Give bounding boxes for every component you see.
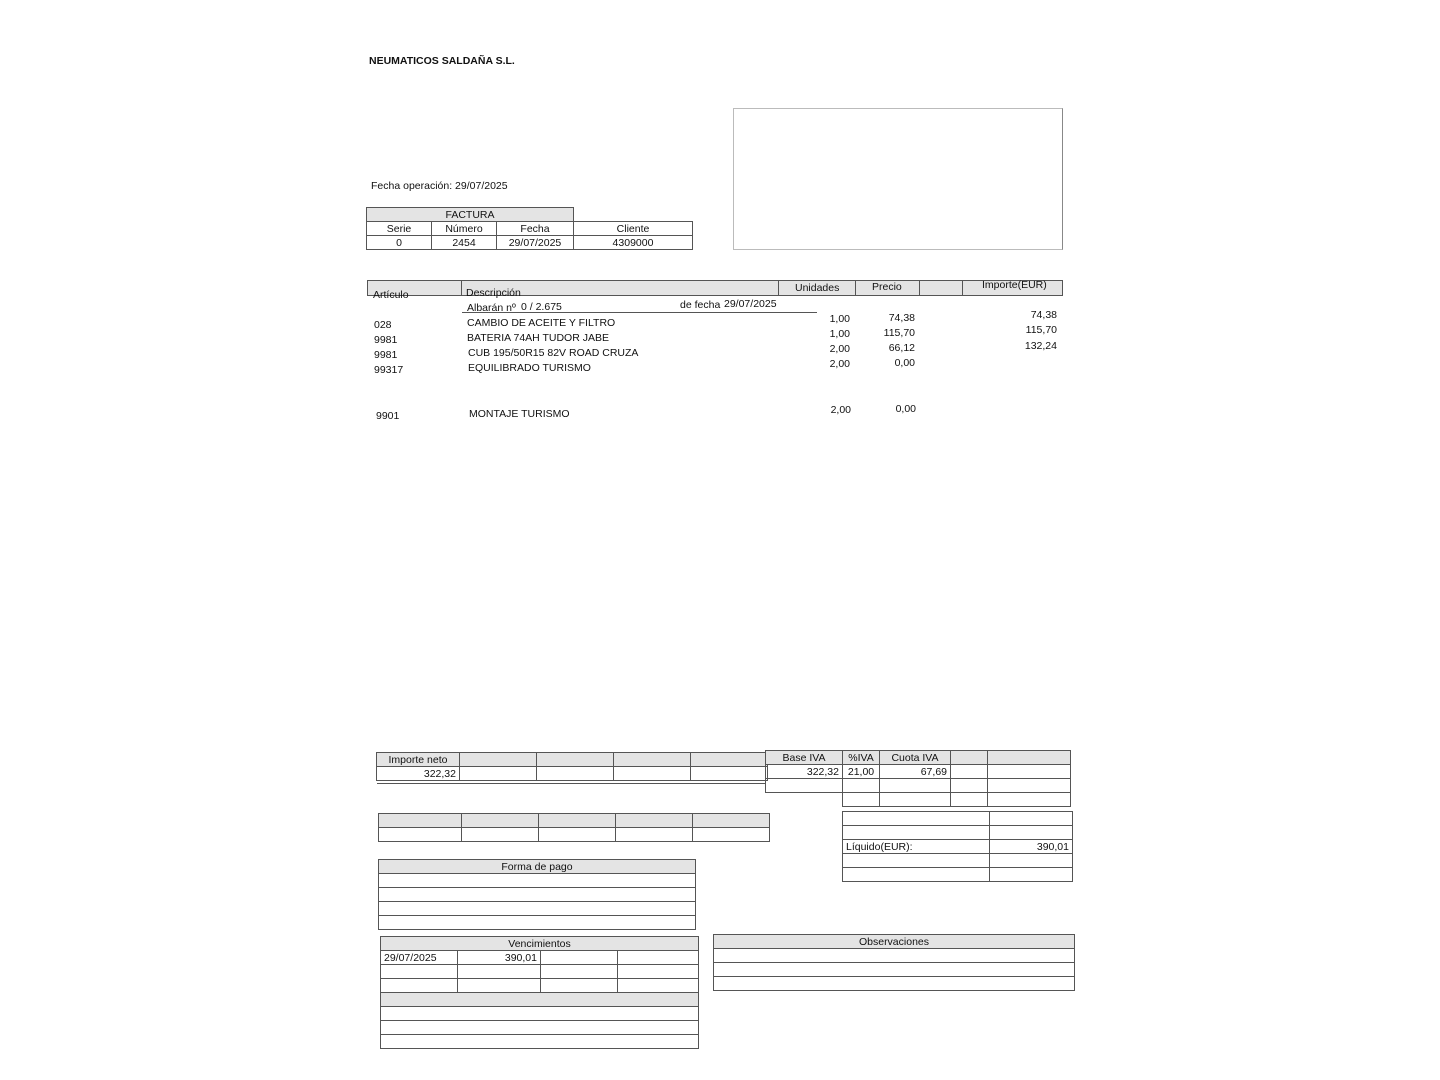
line-importe: 132,24: [1024, 340, 1057, 352]
unidades-header: Unidades: [795, 282, 840, 294]
fecha-operacion: Fecha operación: 29/07/2025: [371, 180, 508, 192]
serie-value: 0: [367, 236, 432, 250]
vencimiento-fecha: 29/07/2025: [381, 951, 458, 965]
line-precio: 66,12: [888, 342, 915, 354]
albaran-number: 0 / 2.675: [521, 301, 562, 313]
base-iva-header: Base IVA: [766, 751, 843, 765]
cuota-iva-value: 67,69: [880, 765, 951, 779]
line-precio: 115,70: [883, 327, 915, 339]
line-unidades: 2,00: [829, 343, 850, 355]
line-unidades: 2,00: [829, 358, 850, 370]
albaran-fecha: 29/07/2025: [724, 298, 777, 310]
line-articulo: 9981: [374, 334, 398, 346]
company-name: NEUMATICOS SALDAÑA S.L.: [369, 55, 515, 67]
albaran-de-fecha: de fecha: [680, 299, 721, 311]
articulo-header: Artículo: [373, 289, 409, 301]
line-unidades: 1,00: [829, 328, 850, 340]
cliente-header: Cliente: [574, 222, 693, 236]
base-iva-value: 322,32: [766, 765, 843, 779]
descripcion-header: Descripción: [466, 287, 521, 299]
pct-iva-value: 21,00: [843, 765, 880, 779]
vencimientos-header: Vencimientos: [381, 937, 699, 951]
vencimientos-table: [380, 936, 699, 1049]
serie-header: Serie: [367, 222, 432, 236]
cuota-iva-header: Cuota IVA: [880, 751, 951, 765]
liquido-table: [842, 811, 1073, 882]
forma-pago-header: Forma de pago: [379, 860, 696, 874]
factura-title: FACTURA: [367, 208, 574, 222]
precio-header: Precio: [872, 281, 902, 293]
importe-header: Importe(EUR): [982, 279, 1047, 291]
pct-iva-header: %IVA: [843, 751, 880, 765]
observaciones-table: [713, 934, 1075, 991]
line-articulo: 028: [374, 319, 392, 331]
line-precio: 74,38: [888, 312, 915, 324]
iva-table: [765, 750, 1071, 807]
line-articulo: 9901: [376, 410, 400, 422]
line-articulo: 99317: [374, 364, 404, 376]
invoice-id-table: [366, 207, 693, 250]
observaciones-header: Observaciones: [714, 935, 1075, 949]
forma-pago-table: [378, 859, 696, 930]
line-importe: 74,38: [1030, 309, 1057, 321]
importe-neto-value: 322,32: [377, 767, 460, 781]
secondary-totals-table: [378, 813, 770, 842]
line-precio: 0,00: [894, 357, 915, 369]
customer-address-box: [733, 108, 1063, 250]
line-articulo: 9981: [374, 349, 398, 361]
importe-neto-header: Importe neto: [377, 753, 460, 767]
fecha-header: Fecha: [497, 222, 574, 236]
line-importe: 115,70: [1025, 324, 1057, 336]
numero-value: 2454: [432, 236, 497, 250]
cliente-value: 4309000: [574, 236, 693, 250]
line-descripcion: MONTAJE TURISMO: [469, 408, 570, 420]
fecha-value: 29/07/2025: [497, 236, 574, 250]
line-unidades: 2,00: [830, 404, 851, 416]
line-descripcion: BATERIA 74AH TUDOR JABE: [467, 332, 609, 344]
line-precio: 0,00: [895, 403, 916, 415]
line-descripcion: CUB 195/50R15 82V ROAD CRUZA: [468, 347, 639, 359]
liquido-label: Líquido(EUR):: [843, 840, 990, 854]
line-unidades: 1,00: [829, 313, 850, 325]
numero-header: Número: [432, 222, 497, 236]
albaran-label: Albarán nº: [467, 302, 516, 314]
vencimiento-importe: 390,01: [458, 951, 541, 965]
importe-neto-table: [376, 752, 768, 781]
line-descripcion: EQUILIBRADO TURISMO: [468, 362, 591, 374]
liquido-value: 390,01: [990, 840, 1073, 854]
line-descripcion: CAMBIO DE ACEITE Y FILTRO: [467, 317, 616, 329]
